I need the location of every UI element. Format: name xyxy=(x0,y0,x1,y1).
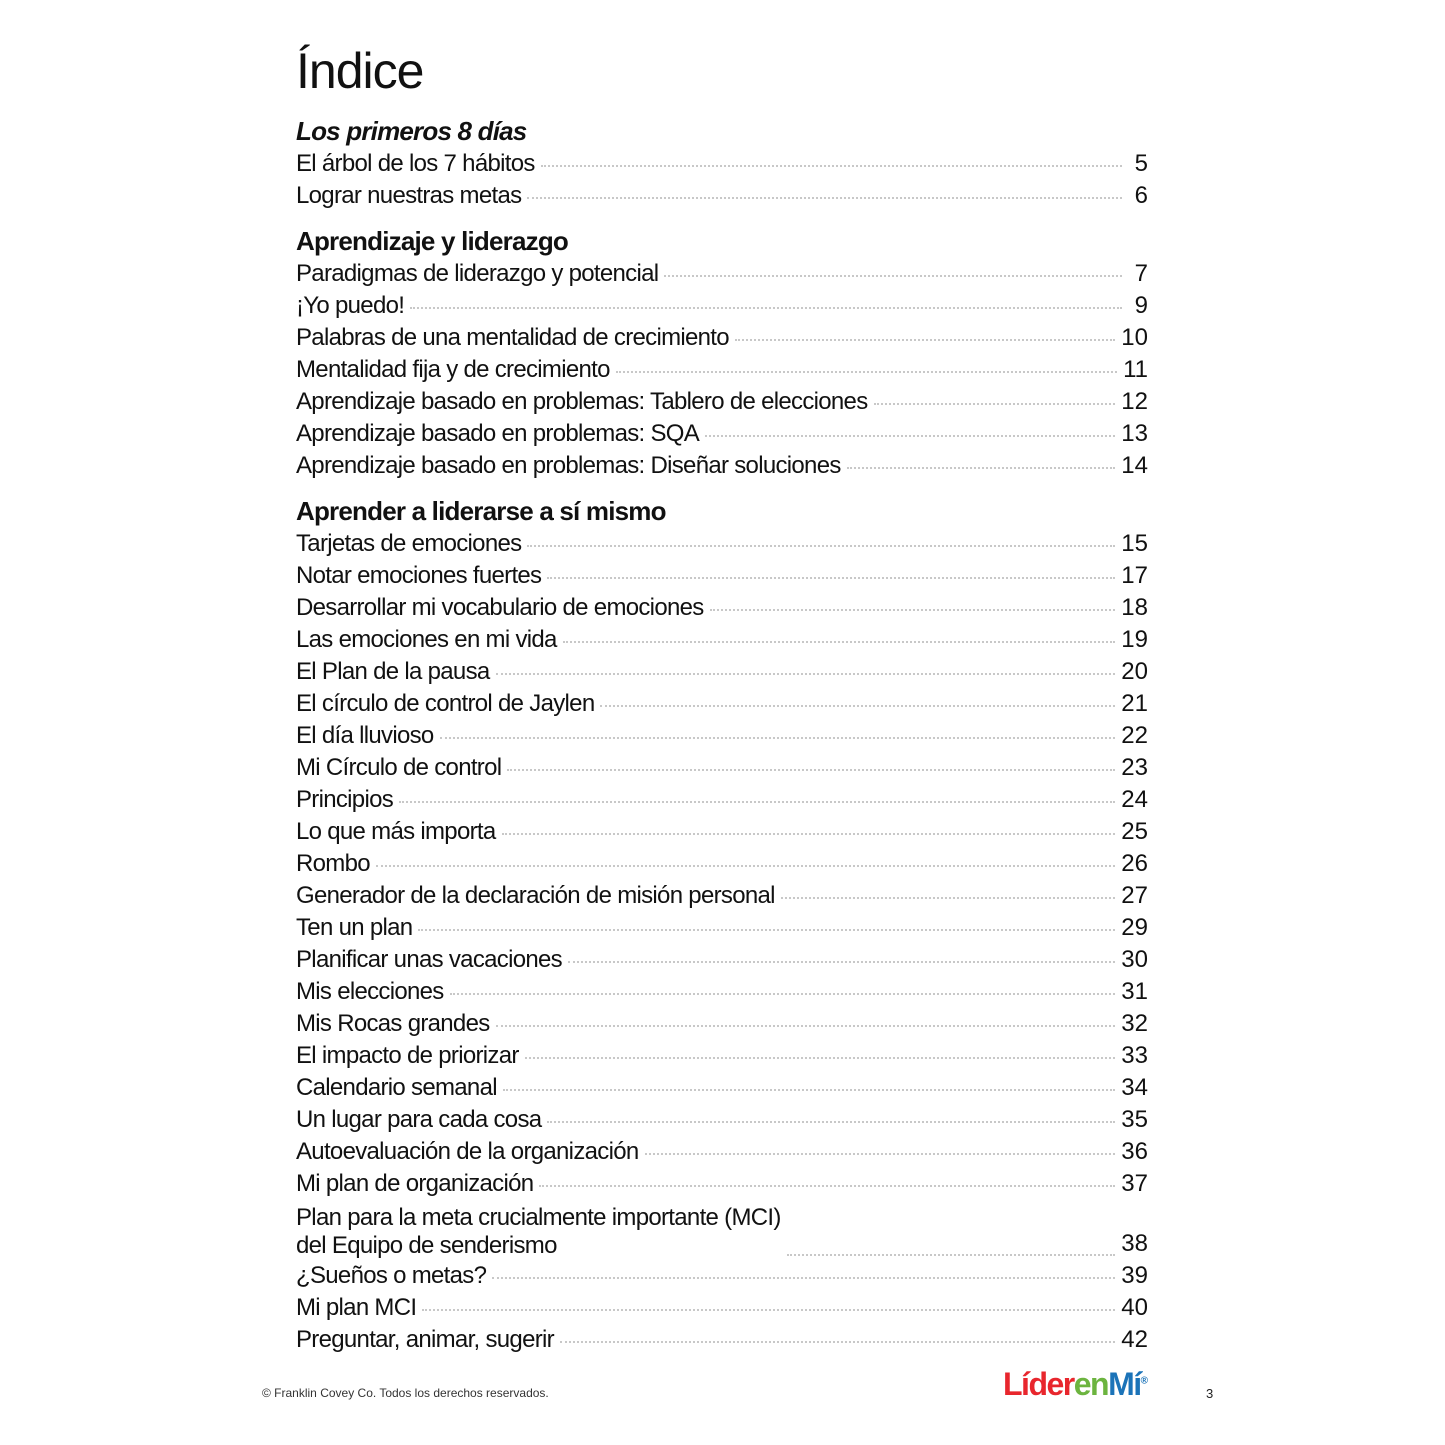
toc-entry-label: Notar emociones fuertes xyxy=(296,562,542,589)
toc-entry[interactable] xyxy=(296,418,1148,450)
toc-entry[interactable] xyxy=(296,720,1148,752)
dot-leader xyxy=(847,467,1116,469)
toc-entry-page-number: 30 xyxy=(1121,946,1148,973)
toc-entry[interactable] xyxy=(296,1292,1148,1324)
toc-entry[interactable] xyxy=(296,624,1148,656)
toc-entry[interactable] xyxy=(296,816,1148,848)
toc-entry-label: Mi Círculo de control xyxy=(296,754,502,781)
logo-part: en xyxy=(1073,1366,1109,1402)
toc-entry-page-number: 26 xyxy=(1121,850,1148,877)
dot-leader xyxy=(410,307,1122,309)
dot-leader xyxy=(525,1057,1116,1059)
dot-leader xyxy=(492,1277,1115,1279)
toc-entry[interactable] xyxy=(296,290,1148,322)
toc-entry-page-number: 13 xyxy=(1121,420,1148,447)
dot-leader xyxy=(874,403,1116,405)
toc-entry[interactable] xyxy=(296,592,1148,624)
dot-leader xyxy=(547,1121,1115,1123)
toc-entry-label: Mis Rocas grandes xyxy=(296,1010,490,1037)
toc-entry-page-number: 34 xyxy=(1121,1074,1148,1101)
toc-entry-label: Mi plan de organización xyxy=(296,1170,534,1197)
toc-entry-label: Principios xyxy=(296,786,394,813)
toc-entry-page-number: 12 xyxy=(1121,388,1148,415)
toc-entry-page-number: 24 xyxy=(1121,786,1148,813)
toc-entry-page-number: 22 xyxy=(1121,722,1148,749)
toc-entry[interactable] xyxy=(296,1008,1148,1040)
toc-entry-page-number: 27 xyxy=(1121,882,1148,909)
dot-leader xyxy=(705,435,1115,437)
toc-entry[interactable] xyxy=(296,1040,1148,1072)
dot-leader xyxy=(418,929,1115,931)
toc-entry-label: Un lugar para cada cosa xyxy=(296,1106,542,1133)
toc-entry-label: Mis elecciones xyxy=(296,978,444,1005)
toc-entry-page-number: 38 xyxy=(1121,1230,1148,1257)
toc-entry-label: El día lluvioso xyxy=(296,722,434,749)
toc-entry-label: Desarrollar mi vocabulario de emociones xyxy=(296,594,704,621)
section-title: Aprender a liderarse a sí mismo xyxy=(296,496,666,526)
dot-leader xyxy=(527,197,1122,199)
page-number: 3 xyxy=(1206,1386,1214,1401)
toc-entry-page-number: 37 xyxy=(1121,1170,1148,1197)
dot-leader xyxy=(502,833,1116,835)
toc-entry-page-number: 15 xyxy=(1121,530,1148,557)
toc-entry[interactable] xyxy=(296,322,1148,354)
toc-entry-label: Aprendizaje basado en problemas: SQA xyxy=(296,420,700,447)
dot-leader xyxy=(541,165,1122,167)
toc-entry-label: Ten un plan xyxy=(296,914,413,941)
toc-entry-page-number: 21 xyxy=(1121,690,1148,717)
toc-entry-label: Palabras de una mentalidad de crecimiento xyxy=(296,324,729,351)
toc-entry-label: Preguntar, animar, sugerir xyxy=(296,1326,554,1353)
toc-entry[interactable] xyxy=(296,258,1148,290)
toc-entry[interactable] xyxy=(296,450,1148,482)
toc-entry[interactable] xyxy=(296,848,1148,880)
table-of-contents xyxy=(296,112,1148,1356)
toc-entry[interactable] xyxy=(296,1324,1148,1356)
dot-leader xyxy=(422,1309,1115,1311)
toc-entry-page-number: 23 xyxy=(1121,754,1148,781)
toc-entry[interactable] xyxy=(296,1104,1148,1136)
toc-entry[interactable] xyxy=(296,656,1148,688)
toc-entry[interactable] xyxy=(296,1136,1148,1168)
toc-entry[interactable] xyxy=(296,912,1148,944)
toc-entry-label: Planificar unas vacaciones xyxy=(296,946,562,973)
toc-entry-label: El Plan de la pausa xyxy=(296,658,490,685)
dot-leader xyxy=(787,1254,1116,1256)
toc-entry-label-wrap xyxy=(296,1204,781,1260)
toc-entry-page-number: 32 xyxy=(1121,1010,1148,1037)
toc-entry-label: Tarjetas de emociones xyxy=(296,530,522,557)
toc-entry-page-number: 14 xyxy=(1121,452,1148,479)
toc-entry-page-number: 35 xyxy=(1121,1106,1148,1133)
toc-entry-label: Lograr nuestras metas xyxy=(296,182,522,209)
copyright-notice: © Franklin Covey Co. Todos los derechos reservados. xyxy=(262,1386,549,1400)
toc-entry[interactable] xyxy=(296,528,1148,560)
toc-entry-label: El árbol de los 7 hábitos xyxy=(296,150,535,177)
toc-entry[interactable] xyxy=(296,1200,1148,1260)
toc-entry[interactable] xyxy=(296,1072,1148,1104)
dot-leader xyxy=(547,577,1115,579)
toc-entry-label: Las emociones en mi vida xyxy=(296,626,557,653)
dot-leader xyxy=(496,1025,1116,1027)
toc-entry-page-number: 25 xyxy=(1121,818,1148,845)
toc-entry-page-number: 6 xyxy=(1134,182,1148,209)
toc-entry[interactable] xyxy=(296,944,1148,976)
dot-leader xyxy=(539,1185,1115,1187)
dot-leader xyxy=(710,609,1116,611)
toc-entry-page-number: 39 xyxy=(1121,1262,1148,1289)
dot-leader xyxy=(735,339,1115,341)
logo-part: Líder xyxy=(1003,1366,1074,1402)
toc-entry-page-number: 33 xyxy=(1121,1042,1148,1069)
toc-entry-label: El círculo de control de Jaylen xyxy=(296,690,595,717)
toc-entry[interactable] xyxy=(296,752,1148,784)
toc-entry[interactable] xyxy=(296,976,1148,1008)
toc-entry[interactable] xyxy=(296,880,1148,912)
dot-leader xyxy=(781,897,1116,899)
dot-leader xyxy=(507,769,1115,771)
toc-entry-label: Mi plan MCI xyxy=(296,1294,417,1321)
toc-entry-page-number: 19 xyxy=(1121,626,1148,653)
toc-entry[interactable] xyxy=(296,1168,1148,1200)
toc-entry-page-number: 10 xyxy=(1121,324,1148,351)
toc-entry-label: El impacto de priorizar xyxy=(296,1042,519,1069)
section-title: Los primeros 8 días xyxy=(296,116,527,146)
toc-entry-page-number: 20 xyxy=(1121,658,1148,685)
toc-entry-label: Calendario semanal xyxy=(296,1074,497,1101)
dot-leader xyxy=(503,1089,1115,1091)
dot-leader xyxy=(376,865,1115,867)
toc-entry[interactable] xyxy=(296,688,1148,720)
toc-entry[interactable] xyxy=(296,784,1148,816)
toc-entry[interactable] xyxy=(296,560,1148,592)
toc-entry-page-number: 18 xyxy=(1121,594,1148,621)
toc-entry-page-number: 11 xyxy=(1123,356,1148,383)
toc-entry-label-continued: del Equipo de senderismo xyxy=(296,1232,557,1259)
toc-entry-label: Lo que más importa xyxy=(296,818,496,845)
toc-entry[interactable] xyxy=(296,148,1148,180)
toc-entry-page-number: 9 xyxy=(1134,292,1148,319)
toc-entry-label: Rombo xyxy=(296,850,370,877)
lider-en-mi-logo xyxy=(1003,1368,1148,1400)
dot-leader xyxy=(399,801,1115,803)
dot-leader xyxy=(450,993,1116,995)
dot-leader xyxy=(563,641,1116,643)
dot-leader xyxy=(560,1341,1115,1343)
toc-entry-label: Paradigmas de liderazgo y potencial xyxy=(296,260,659,287)
toc-entry[interactable] xyxy=(296,1260,1148,1292)
registered-mark: ® xyxy=(1140,1375,1148,1387)
dot-leader xyxy=(440,737,1116,739)
toc-entry-label: Plan para la meta crucialmente importante (MCI) xyxy=(296,1204,781,1231)
dot-leader xyxy=(645,1153,1116,1155)
section-title: Aprendizaje y liderazgo xyxy=(296,226,569,256)
dot-leader xyxy=(600,705,1115,707)
toc-entry-page-number: 7 xyxy=(1134,260,1148,287)
toc-entry[interactable] xyxy=(296,386,1148,418)
dot-leader xyxy=(496,673,1116,675)
toc-entry[interactable] xyxy=(296,180,1148,212)
toc-entry-label: Mentalidad fija y de crecimiento xyxy=(296,356,610,383)
page-title: Índice xyxy=(296,43,424,99)
toc-entry-page-number: 29 xyxy=(1121,914,1148,941)
logo-part: Mí xyxy=(1108,1366,1141,1402)
toc-entry-page-number: 5 xyxy=(1134,150,1148,177)
toc-entry-page-number: 31 xyxy=(1121,978,1148,1005)
toc-entry-page-number: 36 xyxy=(1121,1138,1148,1165)
dot-leader xyxy=(527,545,1115,547)
toc-entry-label: ¿Sueños o metas? xyxy=(296,1262,487,1289)
toc-entry-label: Aprendizaje basado en problemas: Tablero de elecciones xyxy=(296,388,868,415)
dot-leader xyxy=(616,371,1117,373)
toc-entry-label: ¡Yo puedo! xyxy=(296,292,405,319)
toc-entry-page-number: 17 xyxy=(1121,562,1148,589)
toc-entry-page-number: 40 xyxy=(1121,1294,1148,1321)
toc-entry-label: Aprendizaje basado en problemas: Diseñar soluciones xyxy=(296,452,841,479)
toc-entry-label: Autoevaluación de la organización xyxy=(296,1138,639,1165)
toc-entry-label: Generador de la declaración de misión personal xyxy=(296,882,775,909)
toc-entry-page-number: 42 xyxy=(1121,1326,1148,1353)
dot-leader xyxy=(664,275,1122,277)
toc-entry[interactable] xyxy=(296,354,1148,386)
dot-leader xyxy=(568,961,1115,963)
